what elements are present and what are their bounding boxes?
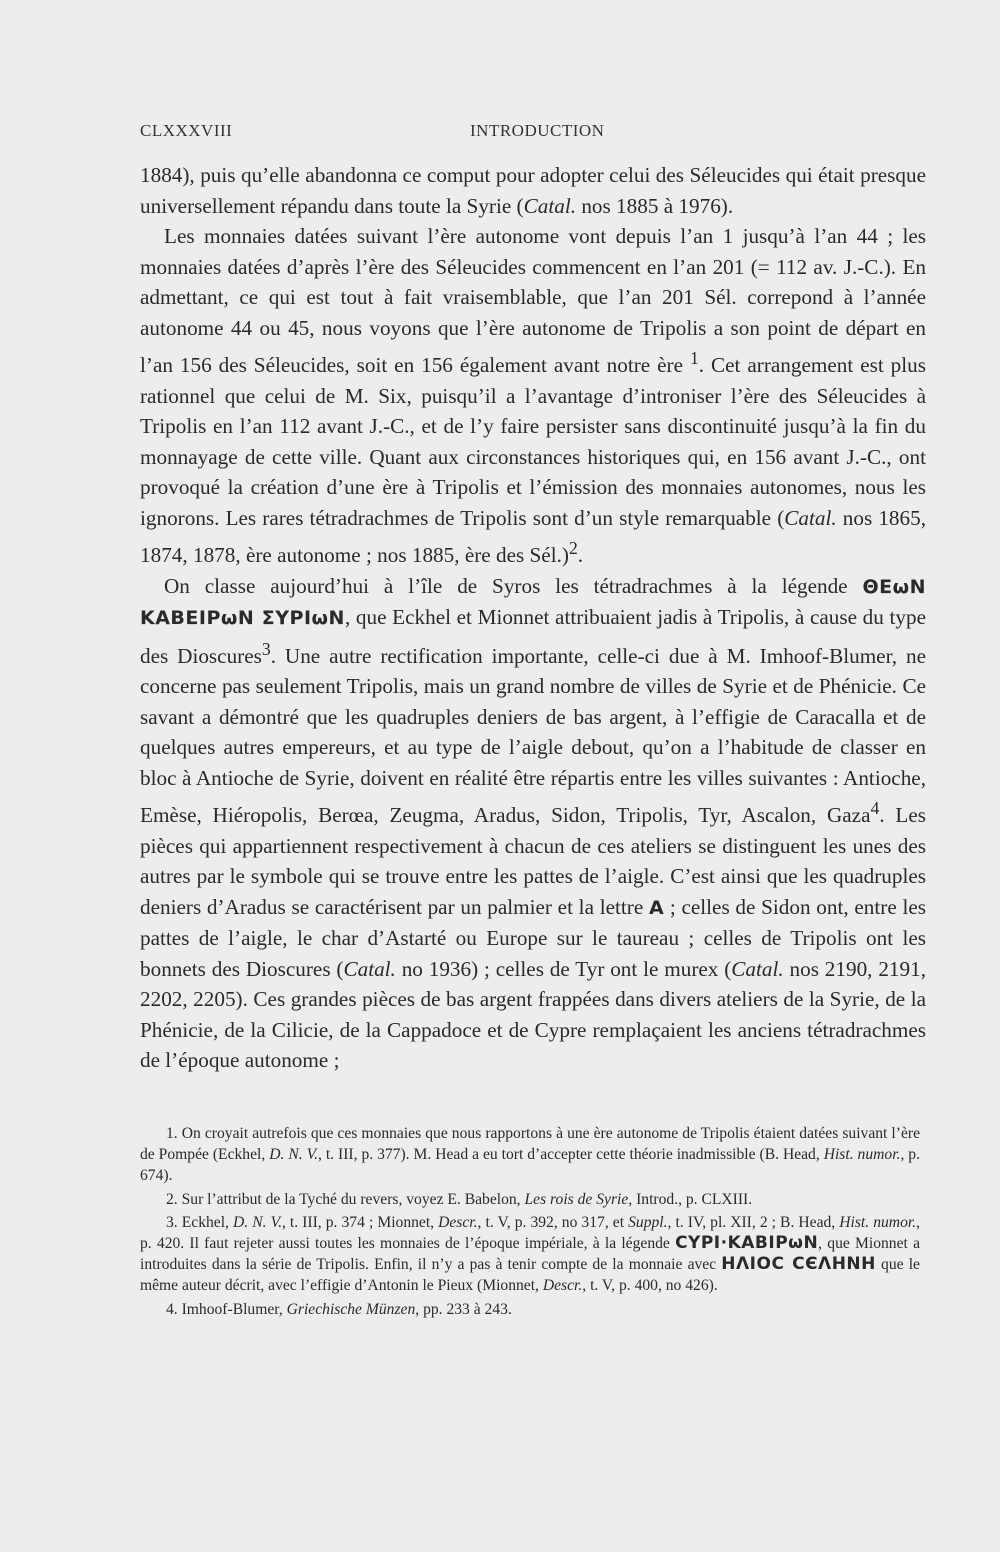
- italic-ref: Les rois de Syrie,: [524, 1190, 633, 1208]
- footnotes: [140, 1123, 920, 1322]
- text-run: nos 2190, 2191, 2202, 2205). Ces grandes pièces de bas argent frappées dans divers ateliers de la Syrie, de la Phénicie, de la Cilicie, de la Cappadoce et de Cypre remplaçaient les anciens tétradrachmes de l’époque autonome ;: [140, 956, 926, 1073]
- text-run: . Les pièces qui appartiennent respectivement à chacun de ces ateliers se distinguent les unes des autres par le symbole qui se trouve entre les pattes de l’aigle. C’est ainsi que les quadruples deniers d’Aradus se caractérisent par un palmier et la lettre: [140, 803, 927, 919]
- footnote-ref-2: 2: [568, 538, 578, 559]
- text-run: 4. Imhoof-Blumer,: [166, 1300, 287, 1318]
- greek-letter: A: [648, 896, 665, 919]
- greek-legend: HΛIOC CЄΛHNH: [721, 1254, 876, 1275]
- greek-legend: ΘΕωΝ ΚΑΒΕΙΡωΝ ΣΥΡΙωΝ: [140, 575, 926, 630]
- paragraph-2: [140, 221, 926, 571]
- text-run: , p. 674).: [140, 1146, 920, 1185]
- running-title: INTRODUCTION: [470, 121, 605, 140]
- footnote-2: [140, 1189, 920, 1210]
- italic-ref: D. N. V.: [269, 1146, 318, 1164]
- main-text: [140, 160, 926, 1076]
- text-run: nos 1885 à 1976).: [576, 193, 734, 218]
- page-header: [140, 121, 860, 145]
- italic-ref: Hist. numor.: [839, 1213, 917, 1231]
- text-run: . Une autre rectification importante, celle-ci due à M. Imhoof-Blumer, ne concerne pas seulement Tripolis, mais un grand nombre de villes de Syrie et de Phénicie. Ce savant a démontré que les quadruples deniers de bas argent, à l’effigie de Caracalla et de quelques autres empereurs, et au type de l’aigle debout, qu’on a l’habitude de classer en bloc à Antioche de Syrie, doivent en réalité être répartis entre les villes suivantes : Antioche, Emèse, Hiéropolis, Berœa, Zeugma, Aradus, Sidon, Tripolis, Tyr, Ascalon, Gaza: [140, 643, 926, 828]
- text-run: , que Mionnet a introduites dans la série de Tripolis. Enfin, il n’y a pas à tenir compte de la monnaie avec: [140, 1235, 920, 1274]
- italic-ref: Catal.: [343, 956, 396, 981]
- text-run: 2. Sur l’attribut de la Tyché du revers, voyez E. Babelon,: [166, 1190, 525, 1208]
- text-run: , t. III, p. 374 ; Mionnet,: [281, 1213, 439, 1231]
- footnote-1: [140, 1123, 920, 1187]
- greek-legend: CYPI·KABIPωN: [675, 1233, 819, 1254]
- text-run: , pp. 233 à 243.: [415, 1300, 512, 1318]
- text-run: , t. IV, pl. XII, 2 ; B. Head,: [667, 1213, 840, 1231]
- text-run: ; celles de Sidon ont, entre les pattes de l’aigle, le char d’Astarté ou Europe sur le taureau ; celles de Tripolis ont les bonnets des Dioscures (: [140, 894, 926, 981]
- text-run: . Cet arrangement est plus rationnel que celui de M. Six, puisqu’il a l’avantage d’introniser l’ère des Séleucides à Tripolis en l’an 112 avant J.-C., et de l’y faire persister sans discontinuité jusqu’à la fin du monnayage de cette ville. Quant aux circonstances historiques qui, en 156 avant J.-C., ont provoqué la création d’une ère à Tripolis et l’émission des monnaies autonomes, nous les ignorons. Les rares tétradrachmes de Tripolis sont d’un style remarquable (: [140, 353, 926, 530]
- text-run: 1884), puis qu’elle abandonna ce comput pour adopter celui des Séleucides qui était presque universellement répandu dans toute la Syrie (: [140, 163, 926, 218]
- footnote-3: [140, 1212, 920, 1297]
- text-run: On classe aujourd’hui à l’île de Syros les tétradrachmes à la légende: [164, 573, 863, 598]
- text-run: Introd., p. CLXIII.: [632, 1190, 753, 1208]
- italic-ref: Descr.: [438, 1213, 478, 1231]
- text-run: no 1936) ; celles de Tyr ont le murex (: [395, 956, 732, 981]
- page-number: CLXXXVIII: [140, 121, 233, 140]
- italic-ref: Suppl.: [628, 1213, 668, 1231]
- italic-ref: Catal.: [523, 193, 577, 218]
- italic-ref: Griechische Münzen: [286, 1300, 416, 1318]
- italic-ref: D. N. V.: [233, 1213, 282, 1231]
- paragraph-1: [140, 160, 926, 221]
- text-run: , t. V, p. 392, no 317, et: [477, 1213, 629, 1231]
- footnote-ref-1: 1: [689, 348, 699, 368]
- text-run: que le même auteur décrit, avec l’effigie d’Antonin le Pieux (Mionnet,: [140, 1256, 920, 1295]
- footnote-4: [140, 1299, 920, 1320]
- footnote-ref-3: 3: [261, 638, 271, 659]
- text-run: , t. V, p. 400, no 426).: [582, 1277, 718, 1295]
- text-run: , p. 420. Il faut rejeter aussi toutes les monnaies de l’époque impériale, à la légende: [140, 1213, 921, 1253]
- text-run: 1. On croyait autrefois que ces monnaies que nous rapportons à une ère autonome de Tripolis étaient datées suivant l’ère de Pompée (Eckhel,: [140, 1125, 920, 1164]
- paragraph-3: [140, 571, 926, 1076]
- text-run: Les monnaies datées suivant l’ère autonome vont depuis l’an 1 jusqu’à l’an 44 ; les monnaies datées d’après l’ère des Séleucides commencent en l’an 201 (= 112 av. J.-C.). En admettant, ce qui est tout à fait vraisemblable, que l’an 201 Sél. correpond à l’année autonome 44 ou 45, nous voyons que l’ère autonome de Tripolis a son point de départ en l’an 156 des Séleucides, soit en 156 également avant notre ère: [140, 224, 926, 378]
- italic-ref: Descr.: [542, 1277, 583, 1295]
- italic-ref: Hist. numor.: [823, 1146, 901, 1164]
- text-run: 3. Eckhel,: [166, 1213, 233, 1231]
- footnote-ref-4: 4: [870, 798, 880, 819]
- italic-ref: Catal.: [731, 956, 784, 981]
- text-run: nos 1865, 1874, 1878, ère autonome ; nos 1885, ère des Sél.): [140, 505, 926, 568]
- italic-ref: Catal.: [784, 505, 837, 530]
- text-run: , que Eckhel et Mionnet attribuaient jadis à Tripolis, à cause du type des Dioscures: [140, 605, 926, 668]
- text-run: , t. III, p. 377). M. Head a eu tort d’accepter cette théorie inadmissible (B. Head,: [317, 1146, 824, 1164]
- text-run: .: [577, 543, 584, 568]
